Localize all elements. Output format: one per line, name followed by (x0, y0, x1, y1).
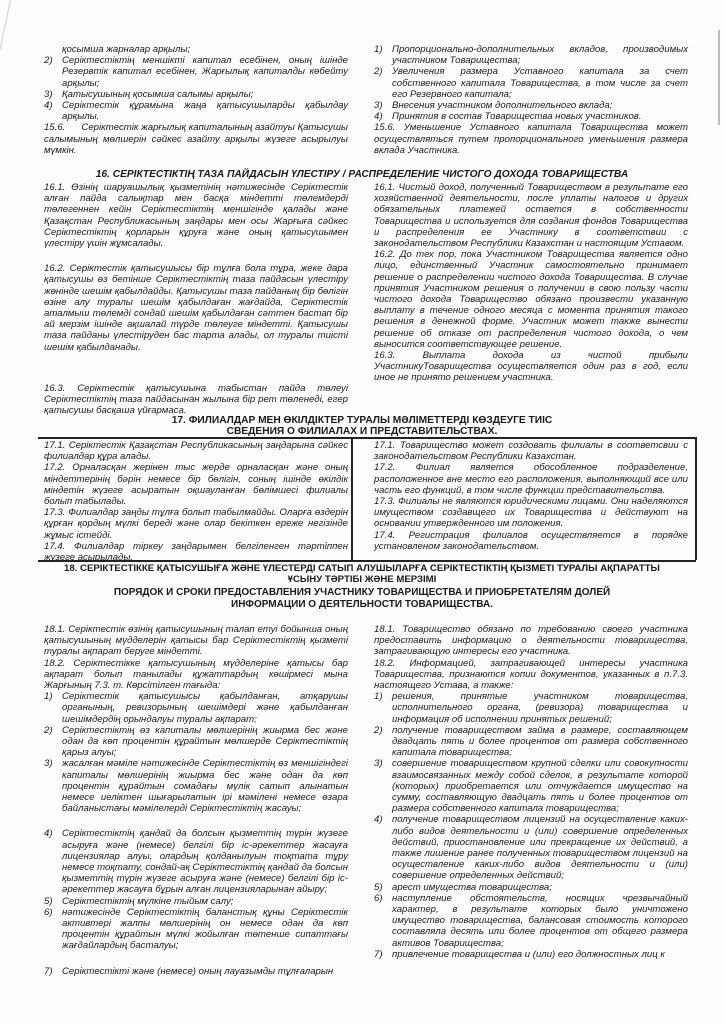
paragraph-15-6: 15.6. Уменьшение Уставного капитала Товарищества может осуществляться путем пропорционального уменьшения размера вклада Участника. (374, 122, 688, 156)
paragraph-16-2: 16.2. Серіктестік қатысушысы бір тұлға бола тұра, жеке дара қатысушы өз бетінше Серіктестіктің таза пайдасын үлестіру жөнінде шешім қабылдайды. Қатысушы таза пайданың бір бөлігін өзіне алу туралы шешім қабылдаған жағдайда, Серіктестік аталмыш төлемді сондай шешім қабылдаған сәттен бастап бір ай мерзім ішінде ақшалай түрде төлеуге міндетті. Қатысушы таза пайданы үлестіруден бас тарта алады, ол туралы тиісті шешім қабылданады. (44, 263, 348, 353)
list-item: 6) наступление обстоятельств, носящих чрезвычайный характер, в результате которых было уничтожено имущество товарищества, балансовая стоимость которого составляла десять или более процентов от общего размера активов Товарищества; (374, 892, 688, 949)
list-item: 3) жасалған мәміле нәтижесінде Серіктестіктің өз меншігіндегі капиталы мөлшерінің жиырма бес және одан да көп процентін құрайтын сомадағы мүлік сатып алынатын немесе иеліктен шығарылатын ірі мәмілені немесе өзара байланыстағы мәмілелерді Серіктестіктің жасауы; (44, 758, 348, 815)
paragraph-18-1: 18.1. Товарищество обязано по требованию своего участника предоставить информацию о деятельности товарищества, затрагивающую интересы его участника. (374, 624, 688, 658)
list-item: 1) решения, принятые участником товарищества, исполнительного органа, (ревизора) товарищества и информация об исполнении принятых решений; (374, 691, 688, 725)
list-item: 6) нәтижесінде Серіктестіктің баланстық құны Серіктестік активтері жалпы мөлшерінің он немесе одан да көп процентін құрайтын мүлкі жойылған төтенше сипаттағы жағдайлардың басталуы; (44, 906, 348, 952)
list-item: 3) совершение товариществом крупной сделки или совокупности взаимосвязанных между собой сделок, в результате которой (которых) приобретается или отчуждается имущество на сумму, составляющую двадцать пять и более процентов от размера собственного капитала товарищества; (374, 758, 688, 815)
list-item: 7) привлечение товарищества и (или) его должностных лиц к (374, 948, 665, 960)
paragraph-17-2: 17.2. Филиал является обособленное подразделение, расположенное вне место его расположения, выполняющий все или часть его функций, в том числе функции представительства. (374, 462, 688, 496)
section18-ru-column (374, 624, 688, 960)
list-item: 5) Серіктестіктің мүлкіне тыйым салу; (44, 895, 234, 907)
section17-heading-ru: СВЕДЕНИЯ О ФИЛИАЛАХ И ПРЕДСТАВИТЕЛЬСТВАХ. (226, 426, 498, 437)
paragraph-17-1: 17.1. Серіктестік Қазақстан Республикасының заңдарына сәйкес филиалдар құра алады. (44, 440, 348, 463)
paragraph-17-2: 17.2. Орналасқан жерінен тыс жерде орналасқан және оның міндеттерінің бәрін немесе бір бөлігін, соның ішінде өкілдік міндетін жүзеге асыратын оқшауланған бөлімшесі филиалы болып табылады. (44, 462, 348, 508)
list-item: 5) арест имущества товарищества; (374, 881, 552, 893)
scan-artifact-line (0, 0, 11, 147)
section16-kz-column (44, 182, 348, 416)
table-right-border (695, 437, 697, 560)
list-item: 3) Қатысушының қосымша салымы арқылы; (44, 88, 254, 100)
list-item: 2) получение товариществом займа в размере, составляющем двадцать пять и более процентов от размера собственного капитала товарищества; (374, 724, 688, 759)
paragraph-17-4: 17.4. Регистрация филиалов осуществляется в порядке установленом законодательством. (374, 529, 688, 552)
list-item: 1) Серіктестік қатысушысы қабылданған, атқарушы органының, ревизорының шешімдері және қабылданған шешімдердің орындалуы туралы ақпарат; (44, 691, 348, 725)
list-item: 7) Серіктестікті және (немесе) оның лауазымды тұлғаларын (44, 965, 334, 977)
paragraph-16-1: 16.1. Чистый доход, полученный Товариществом в результате его хозяйственной деятельности, после уплаты налогов и других обязательных платежей остается в собственности Товарищества и используется для создания фондов Товарищества и распределения ее Участнику в соответствии с законодательством Республики Казахстан и настоящим Уставом. (374, 182, 688, 250)
list-item: 4) получение товариществом лицензий на осуществление каких-либо видов деятельности и (или) совершение определенных действий, приостановление или прекращение их действий, а также лишение ранее полученных товариществом лицензий на осуществление каких-либо видов деятельности и (или) совершение определенных действий; (374, 814, 688, 882)
paragraph-17-1: 17.1. Товарищество может создовать филиалы в соответсвии с законодательством Республики Казахстан. (374, 440, 688, 463)
paragraph-18-1: 18.1. Серіктестік өзінің қатысушының талап етуі бойынша оның қатысушының мүдделерін қатысы бар Серіктестіктің қызметі туралы ақпарат беруге міндетті. (44, 624, 348, 658)
paragraph-16-3: 16.3. Выплата дохода из чистой прибыли УчастникуТоварищества осуществляется один раз в год, если иное не принято решением участника. (374, 350, 691, 384)
paragraph-16-2: 16.2. До тех пор, пока Участником Товарищества является одно лицо, единственный Участник самостоятельно принимает решение о распределении чистого дохода Товарищества. В случае принятия Участником решения о получении в свою пользу части чистого дохода Товарищество обязано произвести указанную выплату в течение одного месяца с момента принятия такого решения в денежной форме. Участник может также вынести решение об отказе от распределения чистого дохода, о чем выносится соответствующее решение. (374, 249, 688, 350)
section15-kz-column (44, 44, 351, 156)
paragraph: қосымша жарналар арқылы; (62, 44, 191, 55)
paragraph-18-2: 18.2. Информацией, затрагивающей интересы участника Товарищества, признаются копии документов, указанных в п.7.3. настоящего Устава, а также: (374, 657, 688, 692)
list-item: 1) Пропорционально-дополнительных вкладов, производимых участником Товарищества; (374, 44, 688, 67)
section17-heading-kz: 17. ФИЛИАЛДАР МЕН ӨКІЛДІКТЕР ТУРАЛЫ МӘЛІМЕТТЕРДІ КӨЗДЕУГЕ ТИІС (171, 415, 553, 426)
paragraph-17-3: 17.3. Филиалдар заңды тұлға болып табылмайды. Оларға өздерін құрған қордың мүлкі береді және олар бекіткен ереже негізінде жұмыс істейді. (44, 507, 348, 541)
paragraph-17-3: 17.3. Филиалы не являются юридическими лицами. Они наделяются имуществом создавщего их Товарищества и действуют на основании утвержденного им положения. (374, 496, 688, 530)
list-item: 4) Принятия в состав Товарищества новых участников. (374, 111, 642, 123)
list-item: 3) Внесения участником дополнительного вклада; (374, 100, 613, 112)
section15-ru-column (374, 44, 688, 156)
list-item: 4) Серіктестіктің қандай да болсын қызметтің түрін жүзеге асыруға және (немесе) белгілі бір іс-әрекеттер жасауға лицензиялар алуы, олардың қолданылуын тоқтата тұру немесе тоқтату, сондай-ақ Серіктестіктің қандай да болсын қызметтің түрін жүзеге асыруға және (немесе) белгілі бір іс-әрекеттер жасауға бұрын алған лицензияларынан айыру; (44, 828, 348, 896)
paragraph-17-4: 17.4. Филиалдар тіркеу заңдарымен белгіленген тәртіппен жүзеге асырылады. (44, 540, 348, 564)
scan-artifact-edge (718, 30, 720, 125)
section18-heading-kz: 18. СЕРІКТЕСТІККЕ ҚАТЫСУШЫҒА ЖӘНЕ ҮЛЕСТЕРДІ САТЫП АЛУШЫЛАРҒА СЕРІКТЕСТІКТІҢ ҚЫЗМЕТІ ТУРАЛЫ АҚПАРАТТЫ ҰСЫНУ ТӘРТІБІ ЖӘНЕ МЕРЗІМІ (64, 563, 660, 585)
paragraph-18-2: 18.2. Серіктестікке қатысушының мүдделеріне қатысы бар ақпарат болып танылады құжаттардың көшірмесі мына Жарғының 7.3. т. Көрсітілген тағыда: (44, 657, 348, 692)
paragraph-16-3: 16.3. Серіктестік қатысушына табыстан пайда төлеуі Серіктестіктің таза пайдасынан жылына бір рет төленеді, егер қатысушы басқаша үйғармаса. (44, 382, 348, 417)
paragraph-16-1: 16.1. Өзінің шаруашылық қызметінің нәтижесінде Серіктестік алған пайда салықтар мен басқа міндетті төлемдерді төлегеннен кейін Серіктестіктің меншігінде қалады және Қазақстан Республикасының заңдары мен осы Жарғыға сәйкес Серіктестіктің қорларын құруға және оның қатысушымен үлестіру үшін жұмсалады. (44, 182, 348, 250)
list-item: 2) Серіктестіктің өз капиталы мөлшерінің жиырма бес және одан да көп процентін құрайтын мөлшерде Серіктестіктің қарыз алуы; (44, 724, 348, 759)
section16-ru-column (374, 182, 691, 384)
section17-kz-column (44, 440, 348, 563)
section18-heading-ru: ПОРЯДОК И СРОКИ ПРЕДОСТАВЛЕНИЯ УЧАСТНИКУ ТОВАРИЩЕСТВА И ПРИОБРЕТАТЕЛЯМ ДОЛЕЙ ИНФОРМАЦИИ О ДЕЯТЕЛЬНОСТИ ТОВАРИЩЕСТВА. (113, 587, 611, 610)
list-item: 2) Серіктестіктің меншікті капитал есебінен, оның ішінде Резервтік капитал есебінен, Жарғылық капиталды көбейту арқылы; (44, 55, 348, 89)
column-divider (351, 437, 353, 560)
section17-ru-column (374, 440, 688, 552)
paragraph-15-6: 15.6. Серіктестік жарғылық капиталының азайтуы Қатысушы салымының мөлшерін сәйкес азайту арқылы жүзеге асырылуы мүмкін. (44, 122, 351, 156)
list-item: 2) Увеличения размера Уставного капитала за счет собственного капитала Товарищества, в том числе за счет его Резервного капитала; (374, 66, 688, 100)
list-item: 4) Серіктестік құрамына жаңа қатысушыларды қабылдау арқылы. (44, 100, 348, 123)
section16-heading: 16. СЕРІКТЕСТІКТІҢ ТАЗА ПАЙДАСЫН ҮЛЕСТІРУ / РАСПРЕДЕЛЕНИЕ ЧИСТОГО ДОХОДА ТОВАРИЩЕСТВА (95, 169, 629, 180)
section18-kz-column (44, 624, 348, 977)
